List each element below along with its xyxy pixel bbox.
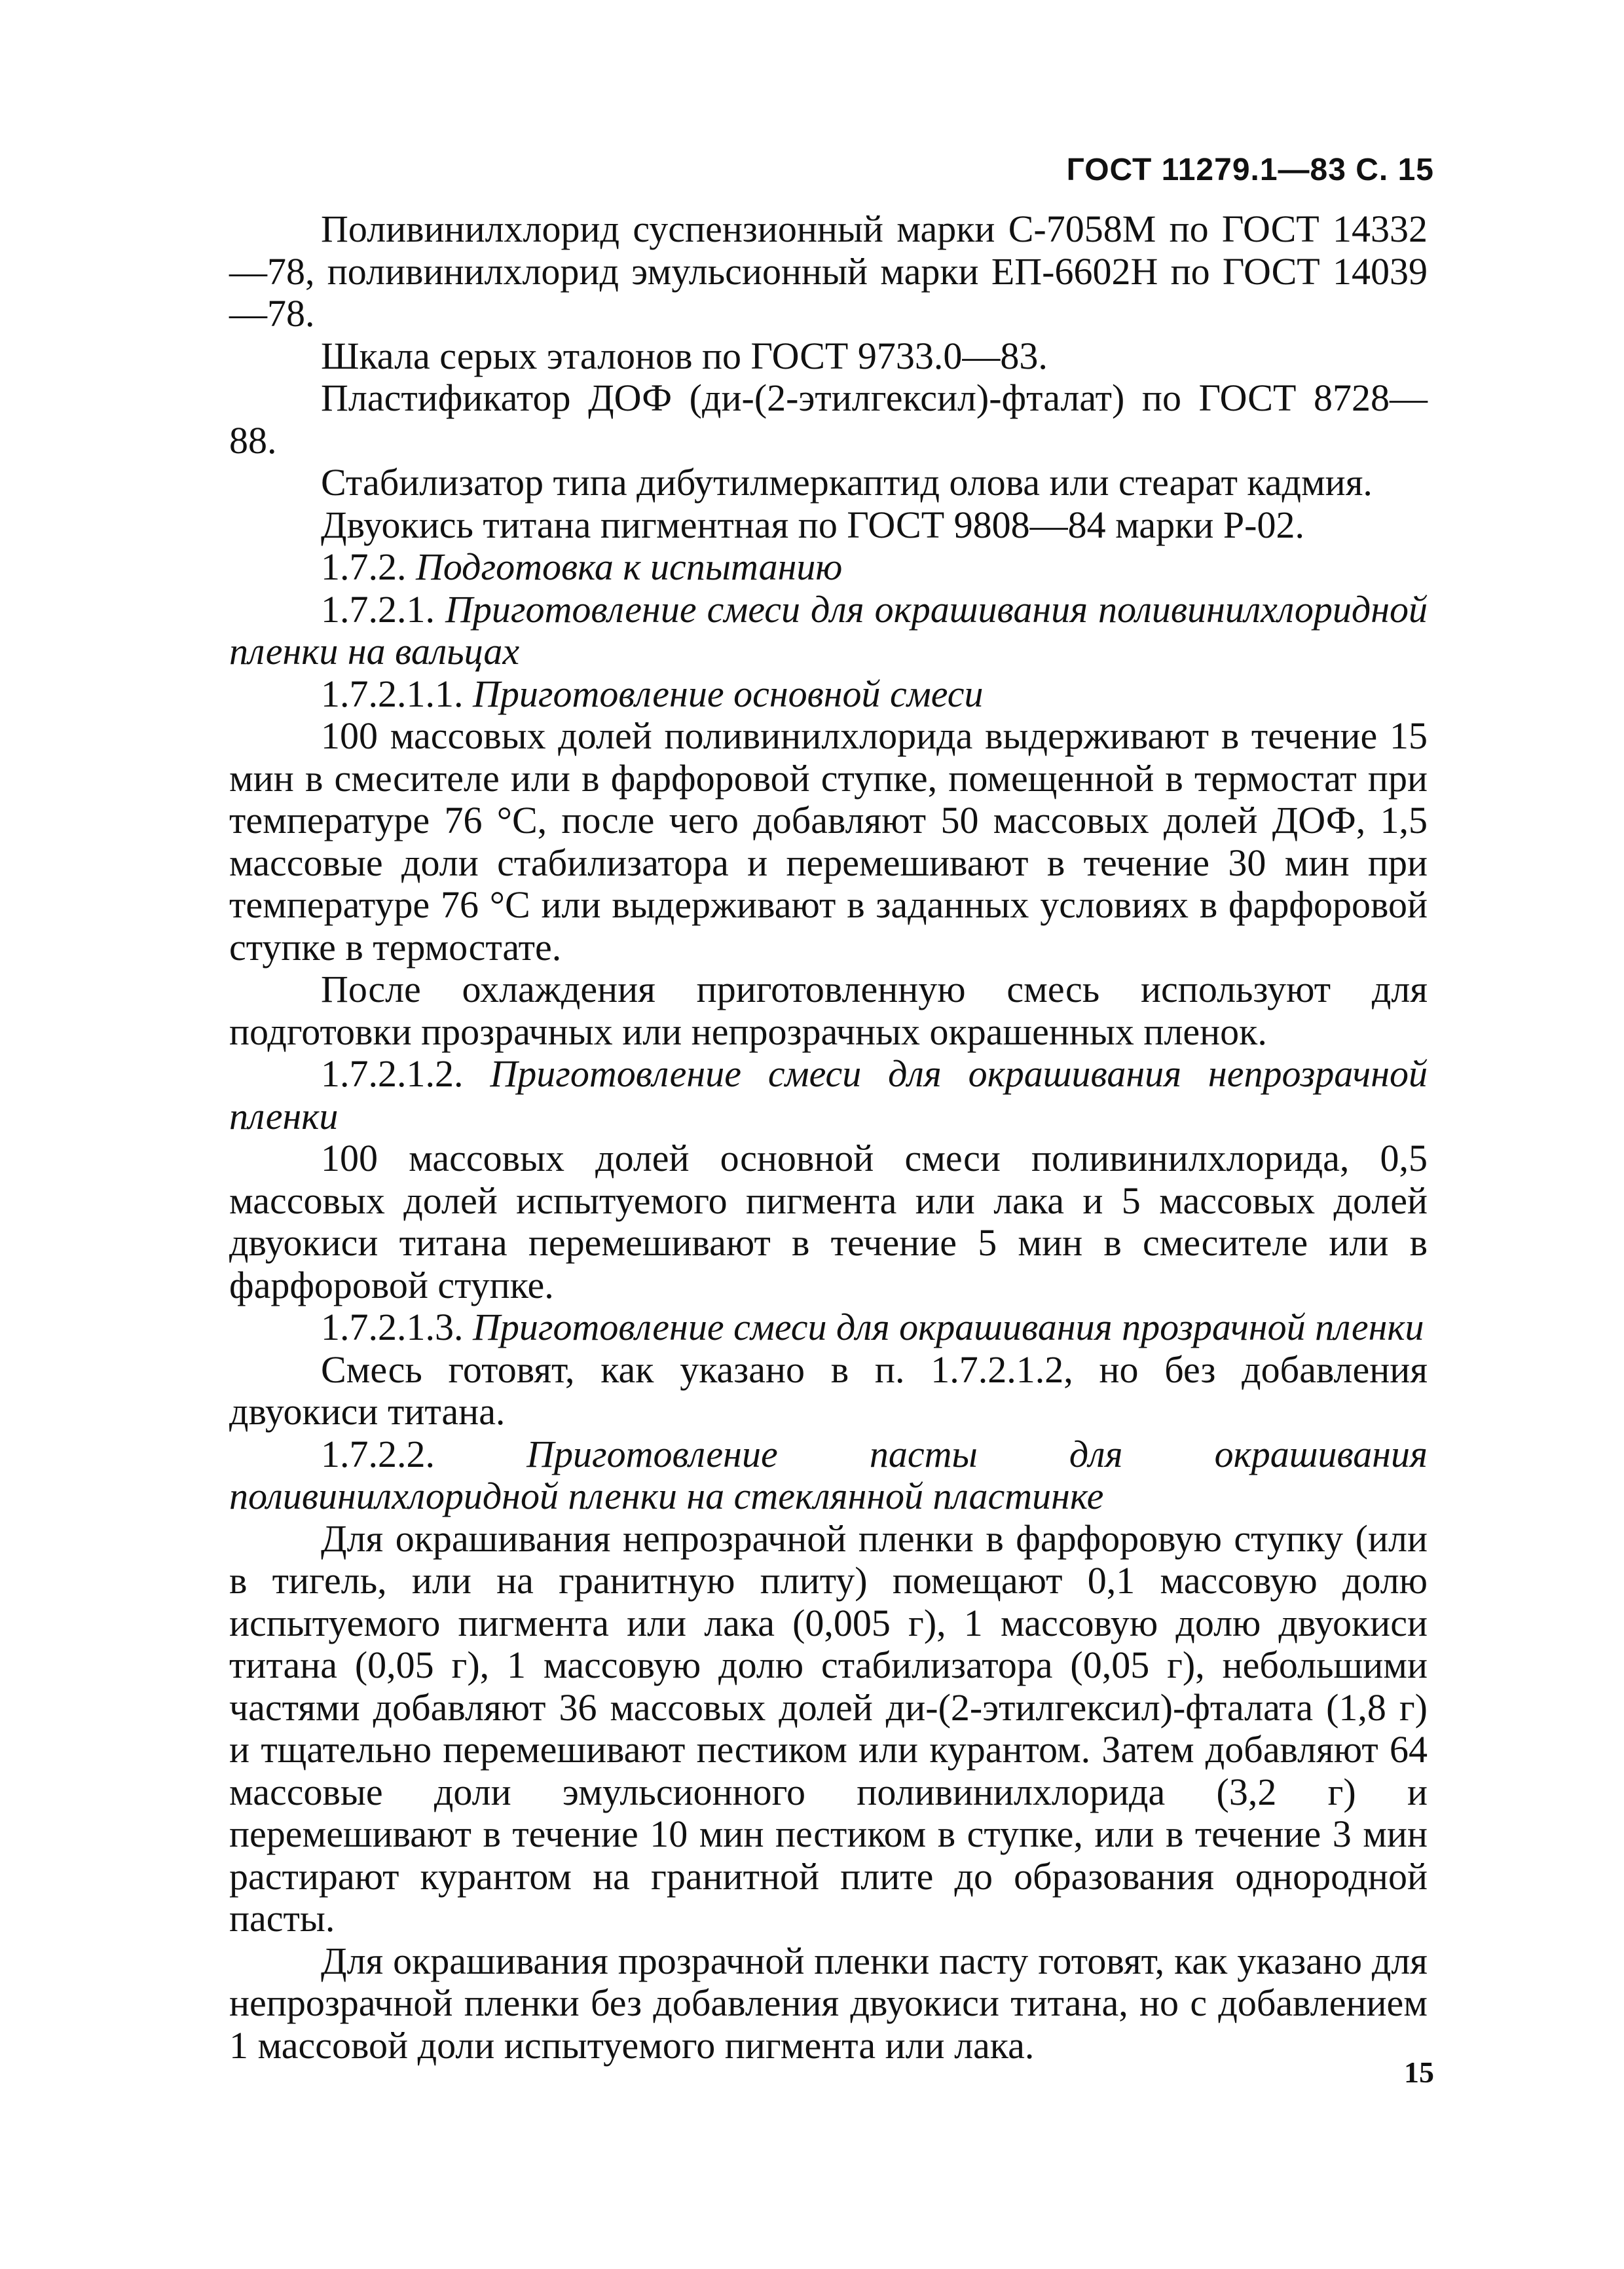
paragraph [229, 1349, 1428, 1433]
page-header: ГОСТ 11279.1—83 С. 15 [1066, 153, 1434, 187]
section-title: Приготовление смеси для окрашивания непрозрачной пленки [229, 1052, 1428, 1137]
page-number: 15 [1404, 2056, 1434, 2089]
section-heading [229, 1433, 1428, 1518]
section-number: 1.7.2.1.1. [321, 672, 464, 715]
section-number: 1.7.2.2. [321, 1432, 435, 1475]
section-title: Приготовление пасты для окрашивания поливинилхлоридной пленки на стеклянной пластинке [229, 1432, 1428, 1517]
paragraph [229, 715, 1428, 968]
paragraph [229, 504, 1428, 547]
paragraph [229, 968, 1428, 1053]
paragraph-text: 100 массовых долей поливинилхлорида выдерживают в течение 15 мин в смесителе или в фарфоровой ступке, помещенной в термостат при температуре 76 °С, после чего добавляют 50 массовых долей ДОФ, 1,5 массовые доли стабилизатора и перемешивают в течение 30 мин при температуре 76 °С или выдерживают в заданных условиях в фарфоровой ступке в термостате. [229, 714, 1428, 968]
paragraph [229, 377, 1428, 462]
section-number: 1.7.2.1. [321, 587, 435, 631]
section-heading [229, 589, 1428, 673]
paragraph-text: Двуокись титана пигментная по ГОСТ 9808—84 марки Р-02. [321, 503, 1304, 546]
section-number: 1.7.2.1.2. [321, 1052, 464, 1095]
section-title: Приготовление основной смеси [473, 672, 984, 715]
paragraph-text: Поливинилхлорид суспензионный марки С-7058М по ГОСТ 14332—78, поливинилхлорид эмульсионный марки ЕП-6602Н по ГОСТ 14039—78. [229, 208, 1428, 335]
paragraph [229, 1137, 1428, 1306]
section-heading [229, 1306, 1428, 1349]
paragraph-text: После охлаждения приготовленную смесь используют для подготовки прозрачных или непрозрачных окрашенных пленок. [229, 968, 1428, 1053]
section-number: 1.7.2. [321, 545, 407, 588]
section-heading [229, 673, 1428, 716]
paragraph [229, 335, 1428, 378]
section-title: Приготовление смеси для окрашивания прозрачной пленки [473, 1306, 1424, 1348]
paragraph [229, 1940, 1428, 2067]
section-number: 1.7.2.1.3. [321, 1306, 464, 1348]
paragraph-text: Смесь готовят, как указано в п. 1.7.2.1.2, но без добавления двуокиси титана. [229, 1348, 1428, 1433]
paragraph-text: Шкала серых эталонов по ГОСТ 9733.0—83. [321, 334, 1048, 377]
paragraph-text: 100 массовых долей основной смеси поливинилхлорида, 0,5 массовых долей испытуемого пигмента или лака и 5 массовых долей двуокиси титана перемешивают в течение 5 мин в смесителе или в фарфоровой ступке. [229, 1137, 1428, 1306]
section-title: Приготовление смеси для окрашивания поливинилхлоридной пленки на вальцах [229, 587, 1428, 673]
paragraph-text: Для окрашивания непрозрачной пленки в фарфоровую ступку (или в тигель, или на гранитную плиту) помещают 0,1 массовую долю испытуемого пигмента или лака (0,005 г), 1 массовую долю двуокиси титана (0,05 г), 1 массовую долю стабилизатора (0,05 г), небольшими частями добавляют 36 массовых долей ди-(2-этилгексил)-фталата (1,8 г) и тщательно перемешивают пестиком или курантом. Затем добавляют 64 массовые доли эмульсионного поливинилхлорида (3,2 г) и перемешивают в течение 10 мин пестиком в ступке, или в течение 3 мин растирают курантом на гранитной плите до образования однородной пасты. [229, 1517, 1428, 1940]
section-heading [229, 1053, 1428, 1137]
paragraph [229, 462, 1428, 504]
section-heading [229, 546, 1428, 589]
page-body [229, 208, 1428, 2067]
paragraph-text: Для окрашивания прозрачной пленки пасту готовят, как указано для непрозрачной пленки без добавления двуокиси титана, но с добавлением 1 массовой доли испытуемого пигмента или лака. [229, 1939, 1428, 2067]
paragraph-text: Пластификатор ДОФ (ди-(2-этилгексил)-фталат) по ГОСТ 8728—88. [229, 377, 1428, 462]
paragraph [229, 208, 1428, 335]
section-title: Подготовка к испытанию [416, 545, 843, 588]
paragraph-text: Стабилизатор типа дибутилмеркаптид олова или стеарат кадмия. [321, 461, 1373, 504]
paragraph [229, 1518, 1428, 1940]
